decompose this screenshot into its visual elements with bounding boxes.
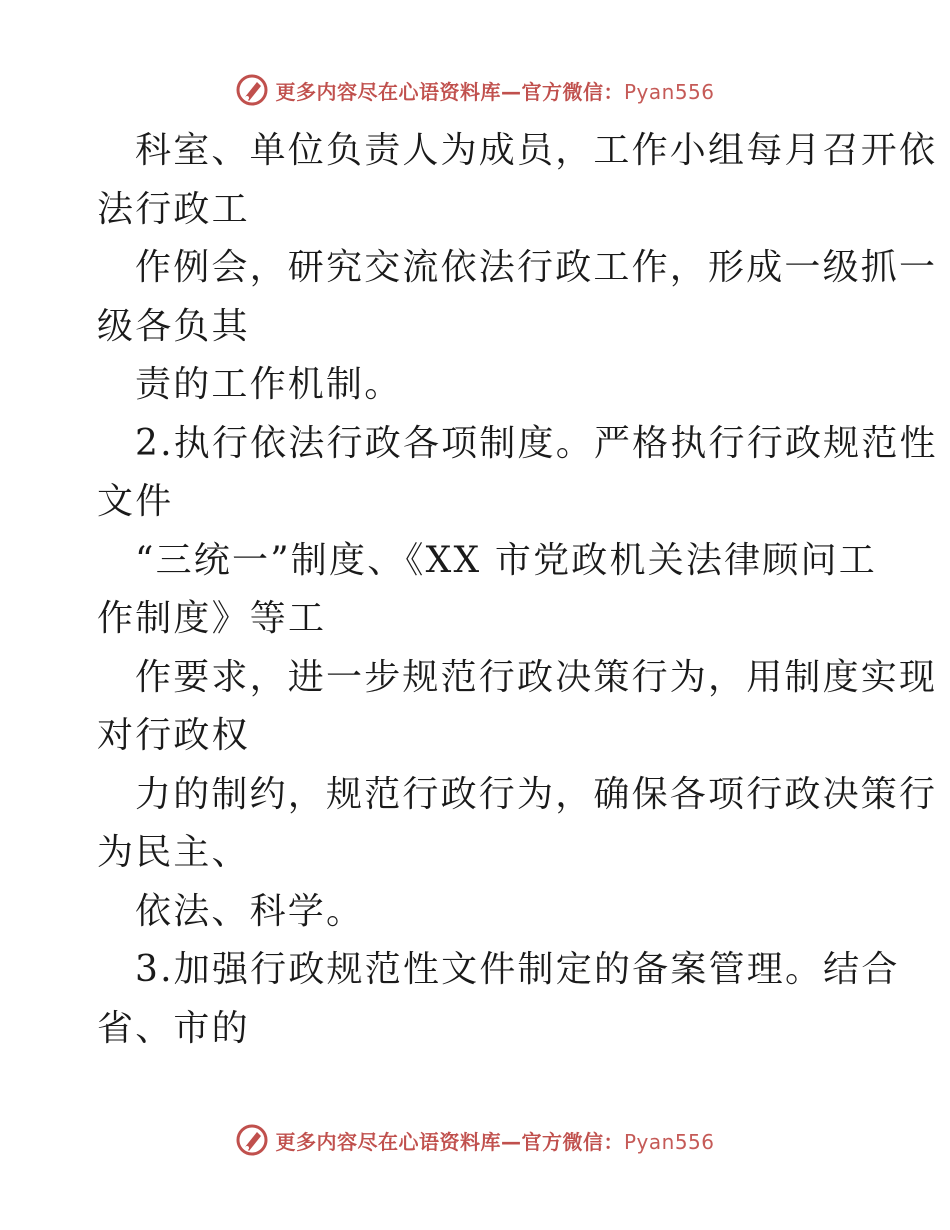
text-line: 2.执行依法行政各项制度。严格执行行政规范性	[135, 422, 938, 464]
text-line: “三统一”制度、《XX 市党政机关法律顾问工	[135, 539, 877, 581]
text-line: 责的工作机制。	[135, 364, 403, 405]
document-body	[97, 122, 938, 1058]
text-line: 作要求，进一步规范行政决策行为，用制度实现	[135, 656, 938, 698]
text-line: 对行政权	[97, 715, 250, 756]
header-watermark	[0, 70, 950, 110]
text-line: 作制度》等工	[97, 598, 327, 639]
text-line: 依法、科学。	[135, 890, 365, 932]
watermark-text: 更多内容尽在心语资料库—官方微信：Pyan556	[275, 79, 715, 104]
watermark-text: 更多内容尽在心语资料库—官方微信：Pyan556	[275, 1129, 715, 1154]
text-line: 级各负其	[97, 305, 250, 347]
text-line: 法行政工	[97, 188, 250, 230]
text-line: 省、市的	[97, 1007, 250, 1049]
text-line: 作例会，研究交流依法行政工作，形成一级抓一	[135, 247, 938, 288]
footer-watermark	[0, 1120, 950, 1160]
pen-logo-icon	[235, 73, 269, 107]
text-line: 科室、单位负责人为成员，工作小组每月召开依	[135, 130, 938, 171]
text-line: 3.加强行政规范性文件制定的备案管理。结合	[135, 949, 900, 990]
pen-logo-icon	[235, 1123, 269, 1157]
text-line: 文件	[97, 481, 174, 522]
text-line: 力的制约，规范行政行为，确保各项行政决策行	[135, 773, 938, 815]
text-line: 为民主、	[97, 832, 250, 873]
